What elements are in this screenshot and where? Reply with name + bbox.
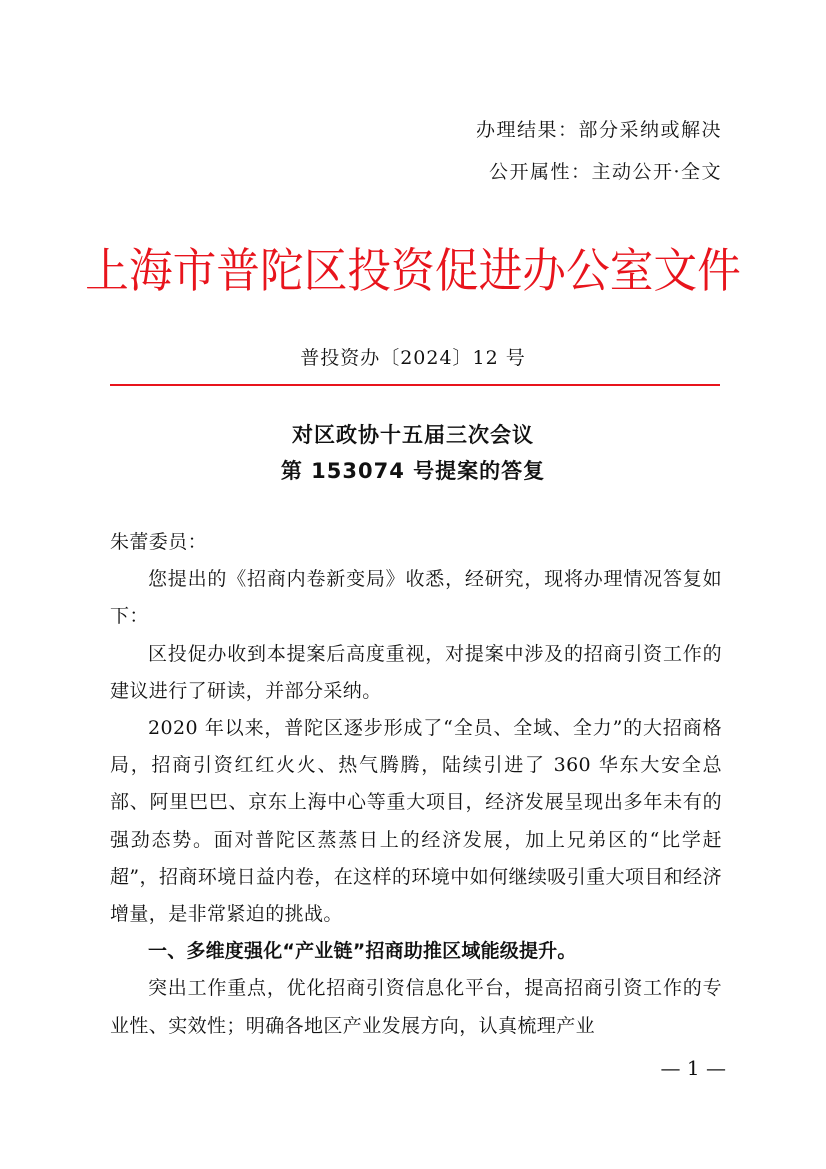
document-number: 普投资办〔2024〕12 号: [300, 347, 526, 369]
body-paragraph: 2020 年以来，普陀区逐步形成了“全员、全域、全力”的大招商格局，招商引资红红火火、热气腾腾，陆续引进了 360 华东大安全总部、阿里巴巴、京东上海中心等重大项目，经济发展呈现出多年未有的强劲态势。面对普陀区蒸蒸日上的经济发展，加上兄弟区的“比学赶超”，招商环境日益内卷，在这样的环境中如何继续吸引重大项目和经济增量，是非常紧迫的挑战。: [110, 717, 722, 926]
body-paragraph: 您提出的《招商内卷新变局》收悉，经研究，现将办理情况答复如下：: [110, 568, 722, 628]
disclosure-attribute: 公开属性：主动公开·全文: [488, 161, 722, 183]
page-number: — 1 —: [660, 1056, 726, 1080]
document-body: [110, 524, 722, 1045]
salutation: 朱蕾委员：: [110, 531, 208, 553]
section-heading: 一、多维度强化“产业链”招商助推区域能级提升。: [148, 940, 577, 963]
red-divider-line: [110, 384, 720, 386]
document-title-line-1: 对区政协十五届三次会议: [292, 423, 534, 447]
issuing-organization-title: 上海市普陀区投资促进办公室文件: [85, 244, 741, 299]
document-title-line-2: 第 153074 号提案的答复: [280, 459, 546, 483]
body-paragraph: 区投促办收到本提案后高度重视，对提案中涉及的招商引资工作的建议进行了研读，并部分采纳。: [110, 642, 722, 702]
handling-result: 办理结果：部分采纳或解决: [475, 119, 722, 141]
section-paragraph: 突出工作重点，优化招商引资信息化平台，提高招商引资工作的专业性、实效性；明确各地区产业发展方向，认真梳理产业: [110, 977, 722, 1037]
